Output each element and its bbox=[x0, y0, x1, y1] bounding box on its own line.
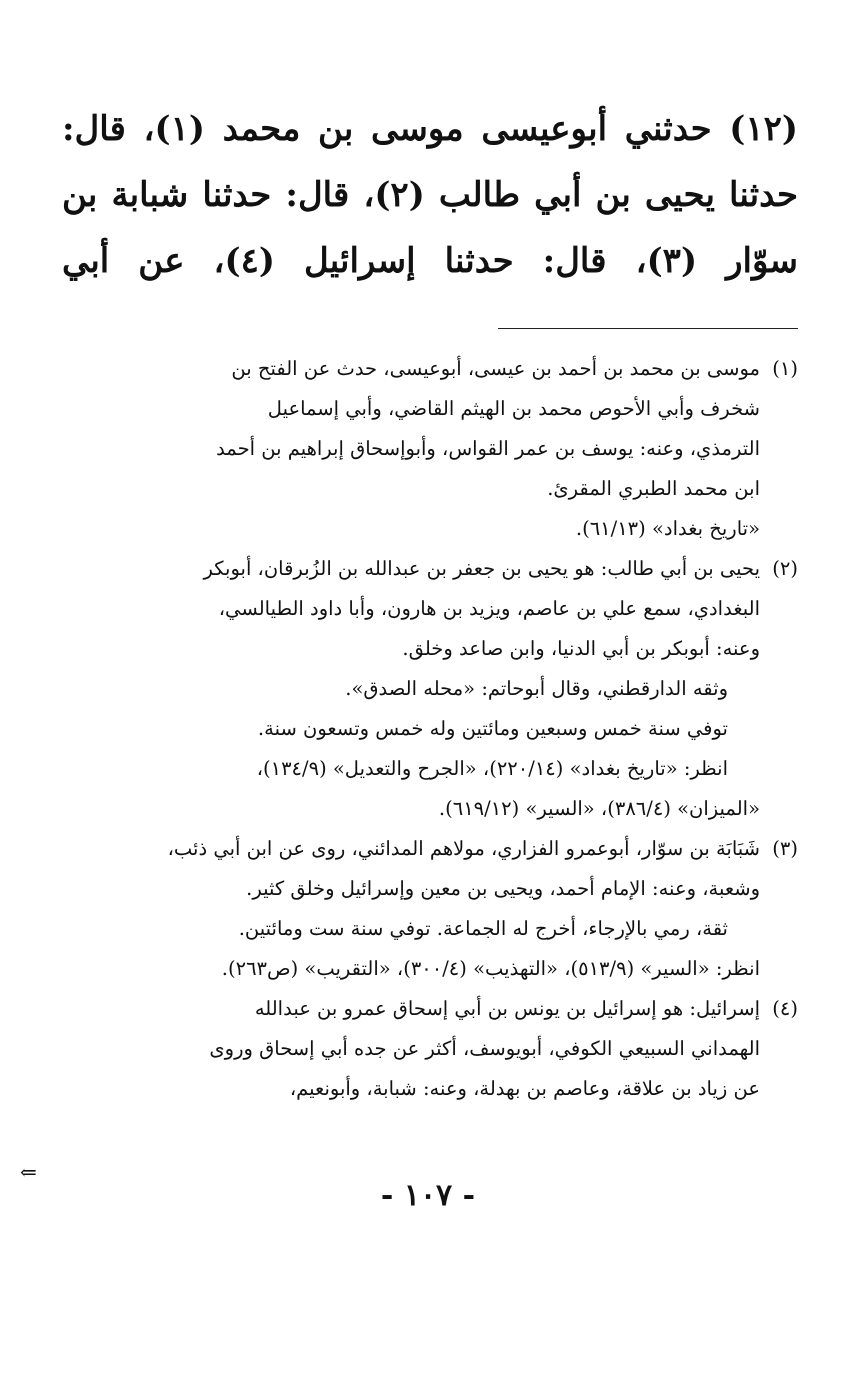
footnote-body bbox=[62, 829, 760, 989]
footnote-number: (٣) bbox=[772, 837, 798, 860]
footnote-number: (١) bbox=[772, 357, 798, 380]
footnote bbox=[62, 349, 798, 549]
footnote-line: انظر: «تاريخ بغداد» (٢٢٠/١٤)، «الجرح والتعديل» (١٣٤/٩)، bbox=[256, 757, 728, 780]
main-text-line: سوّار (٣)، قال: حدثنا إسرائيل (٤)، عن أبي bbox=[62, 241, 799, 281]
footnote-line: «تاريخ بغداد» (٦١/١٣). bbox=[575, 517, 760, 540]
footnote-line: انظر: «السير» (٥١٣/٩)، «التهذيب» (٣٠٠/٤)، «التقريب» (ص٢٦٣). bbox=[221, 957, 760, 980]
footnote-line: موسى بن محمد بن أحمد بن عيسى، أبوعيسى، حدث عن الفتح بن bbox=[231, 357, 760, 380]
footnote-line: شخرف وأبي الأحوص محمد بن الهيثم القاضي، وأبي إسماعيل bbox=[267, 397, 760, 420]
footnote-body bbox=[62, 989, 760, 1109]
footnote-number: (٤) bbox=[772, 997, 798, 1020]
main-text-line: (١٢) حدثني أبوعيسى موسى بن محمد (١)، قال: bbox=[62, 109, 799, 149]
footnote-number: (٢) bbox=[772, 557, 798, 580]
footnote-line: ابن محمد الطبري المقرئ. bbox=[547, 477, 760, 500]
main-text-line: حدثنا يحيى بن أبي طالب (٢)، قال: حدثنا شبابة بن bbox=[62, 175, 798, 215]
footnotes bbox=[62, 349, 798, 1109]
footnote-line: الترمذي، وعنه: يوسف بن عمر القواس، وأبوإسحاق إبراهيم بن أحمد bbox=[216, 437, 760, 460]
footnote-line: عن زياد بن علاقة، وعاصم بن بهدلة، وعنه: شبابة، وأبونعيم، bbox=[289, 1077, 760, 1100]
footnote-line: وشعبة، وعنه: الإمام أحمد، ويحيى بن معين وإسرائيل وخلق كثير. bbox=[246, 877, 760, 900]
footnote-line: «الميزان» (٣٨٦/٤)، «السير» (٦١٩/١٢). bbox=[438, 797, 760, 820]
main-text bbox=[62, 96, 798, 294]
footnote bbox=[62, 989, 798, 1109]
continue-arrow-icon: ⇐ bbox=[20, 1160, 37, 1184]
footnote-line: توفي سنة خمس وسبعين ومائتين وله خمس وتسعون سنة. bbox=[257, 717, 728, 740]
footnote-body bbox=[62, 549, 760, 829]
footnote-line: يحيى بن أبي طالب: هو يحيى بن جعفر بن عبدالله بن الزُبرقان، أبوبكر bbox=[203, 557, 760, 580]
footnote bbox=[62, 829, 798, 989]
footnote-line: وعنه: أبوبكر بن أبي الدنيا، وابن صاعد وخلق. bbox=[402, 637, 760, 660]
footnote-line: ثقة، رمي بالإرجاء، أخرج له الجماعة. توفي سنة ست ومائتين. bbox=[238, 917, 728, 940]
footnote bbox=[62, 549, 798, 829]
footnote-divider bbox=[498, 328, 798, 329]
page-number: - ١٠٧ - bbox=[380, 1178, 476, 1213]
book-page bbox=[62, 96, 798, 1345]
footnote-body bbox=[62, 349, 760, 549]
footnote-line: البغدادي، سمع علي بن عاصم، ويزيد بن هارون، وأبا داود الطيالسي، bbox=[218, 597, 760, 620]
footnote-line: الهمداني السبيعي الكوفي، أبويوسف، أكثر عن جده أبي إسحاق وروى bbox=[209, 1037, 760, 1060]
footnote-line: شَبَابَة بن سوّار، أبوعمرو الفزاري، مولاهم المدائني، روى عن ابن أبي ذئب، bbox=[167, 837, 760, 860]
footnote-line: وثقه الدارقطني، وقال أبوحاتم: «محله الصدق». bbox=[345, 677, 728, 700]
footnote-line: إسرائيل: هو إسرائيل بن يونس بن أبي إسحاق عمرو بن عبدالله bbox=[254, 997, 760, 1020]
